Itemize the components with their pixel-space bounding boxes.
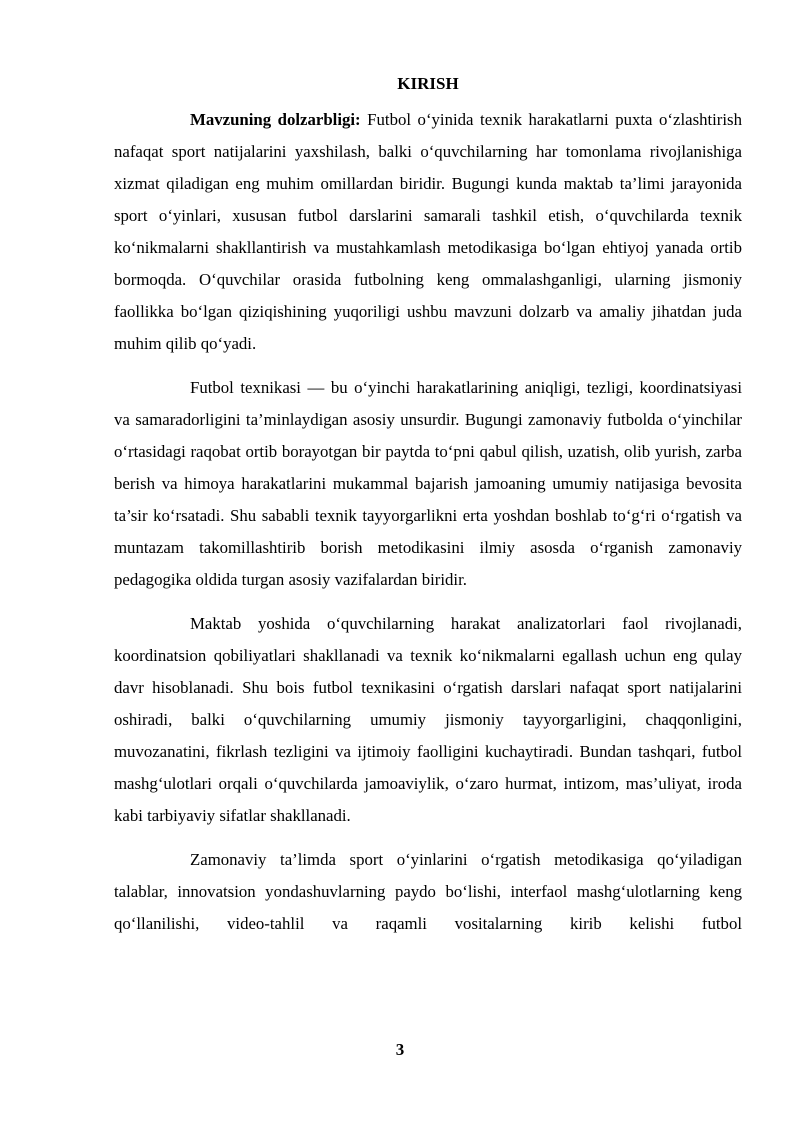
page-number: 3 bbox=[395, 1040, 405, 1059]
paragraph-lead-label: Mavzuning dolzarbligi: bbox=[190, 110, 361, 129]
paragraph-text: Futbol o‘yinida texnik harakatlarni puxta o‘zlashtirish nafaqat sport natijalarini yaxshilash, balki o‘quvchilarning har tomonlama rivojlanishiga xizmat qiladigan eng muhim omillardan biridir. Bugungi kunda maktab ta’limi jarayonida sport o‘yinlari, xususan futbol darslarini samarali tashkil etish, o‘quvchilarda texnik ko‘nikmalarni shakllantirish va mustahkamlash metodikasiga bo‘lgan ehtiyoj yanada ortib bormoqda. O‘quvchilar orasida futbolning keng ommalashganligi, ularning jismoniy faollikka bo‘lgan qiziqishining yuqoriligi ushbu mavzuni dolzarb va amaliy jihatdan juda muhim qilib qo‘yadi. bbox=[114, 110, 742, 353]
paragraph-relevance bbox=[114, 104, 742, 360]
section-heading: KIRISH bbox=[397, 74, 459, 93]
paragraph-modern-education: Zamonaviy ta’limda sport o‘yinlarini o‘rgatish metodikasiga qo‘yiladigan talablar, innovatsion yondashuvlarning paydo bo‘lishi, interfaol mashg‘ulotlarning keng qo‘llanilishi, video-tahlil va raqamli vositalarning kirib kelishi futbol bbox=[114, 850, 742, 933]
document-page bbox=[114, 72, 742, 952]
paragraph-school-age: Maktab yoshida o‘quvchilarning harakat analizatorlari faol rivojlanadi, koordinatsion qobiliyatlari shakllanadi va texnik ko‘nikmalarni egallash uchun eng qulay davr hisoblanadi. Shu bois futbol texnikasini o‘rgatish darslari nafaqat sport natijalarini oshiradi, balki o‘quvchilarning umumiy jismoniy tayyorgarligini, chaqqonligini, muvozanatini, fikrlash tezligini va ijtimoiy faolligini kuchaytiradi. Bundan tashqari, futbol mashg‘ulotlari orqali o‘quvchilarda jamoaviylik, o‘zaro hurmat, intizom, mas’uliyat, iroda kabi tarbiyaviy sifatlar shakllanadi. bbox=[114, 614, 742, 825]
paragraph-football-technique: Futbol texnikasi — bu o‘yinchi harakatlarining aniqligi, tezligi, koordinatsiyasi va samaradorligini ta’minlaydigan asosiy unsurdir. Bugungi zamonaviy futbolda o‘yinchilar o‘rtasidagi raqobat ortib borayotgan bir paytda to‘pni qabul qilish, uzatish, olib yurish, zarba berish va himoya harakatlarini mukammal bajarish jamoaning umumiy natijasiga bevosita ta’sir ko‘rsatadi. Shu sababli texnik tayyorgarlikni erta yoshdan boshlab to‘g‘ri o‘rgatish va muntazam takomillashtirib borish metodikasini ilmiy asosda o‘rganish zamonaviy pedagogika oldida turgan asosiy vazifalardan biridir. bbox=[114, 378, 742, 589]
